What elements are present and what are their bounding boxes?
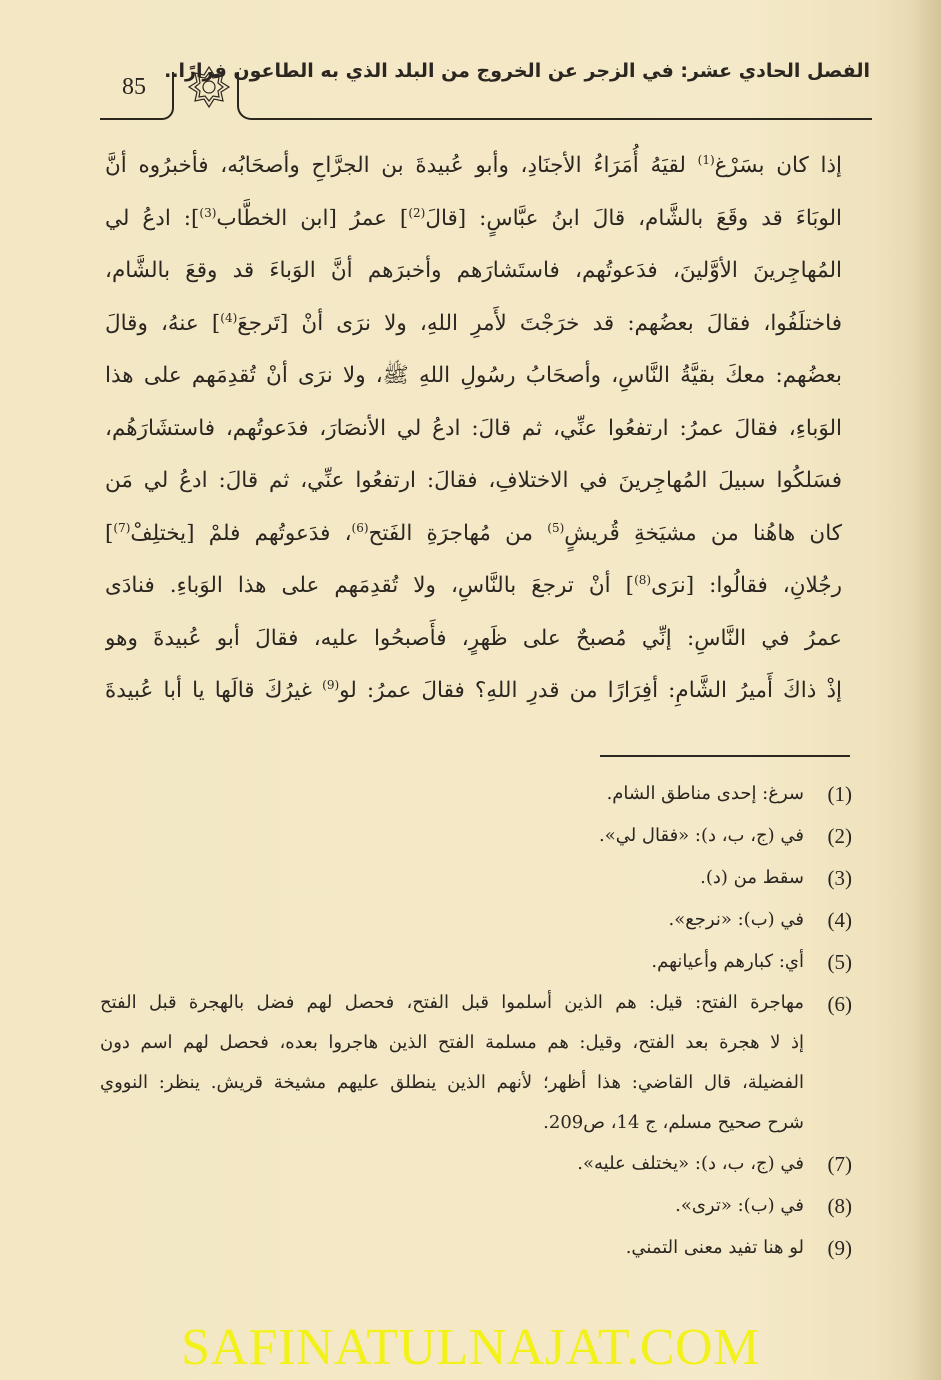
- footnote-line: مهاجرة الفتح: قيل: هم الذين أسلموا قبل الفتح، فحصل لهم فضل بالهجرة قبل الفتح: [100, 992, 804, 1013]
- footnote-reference[interactable]: (8): [634, 573, 652, 587]
- footnote-text: [100, 1185, 812, 1227]
- footnote-item: [100, 857, 852, 899]
- text-run: الوبَاءَ قد وقَعَ بالشَّام، قالَ ابنُ عبَّاسٍ: [قالَ: [425, 205, 842, 231]
- footnote-item: [100, 1227, 852, 1269]
- body-line: [105, 613, 842, 666]
- footnote-line: في (ج، ب، د): «فقال لي».: [598, 825, 804, 846]
- footnotes: [100, 773, 852, 1269]
- footnote-separator: [600, 755, 850, 757]
- text-run: لقيَهُ أُمَرَاءُ الأجنَادِ، وأبو عُبيدةَ بن الجرَّاحِ وأصحَابُه، فأخبرُوه أنَّ: [105, 153, 698, 178]
- footnote-item: [100, 941, 852, 983]
- footnote-number: (7): [827, 1152, 852, 1176]
- footnote-item: [100, 1185, 852, 1227]
- footnote-reference[interactable]: (9): [322, 678, 340, 692]
- footnote-number: (9): [827, 1236, 852, 1260]
- footnote-line: سقط من (د).: [700, 867, 804, 888]
- footnote-line: سرغ: إحدى مناطق الشام.: [606, 783, 804, 804]
- footnote-reference[interactable]: (2): [408, 205, 426, 220]
- text-run: رجُلانِ، فقالُوا: [نرَى: [651, 573, 842, 598]
- text-run: ] عنهُ، وقالَ: [105, 310, 221, 336]
- text-run: إذْ ذاكَ أَميرُ الشَّامِ: أفِرَارًا من قدرِ اللهِ؟ فقالَ عمرُ: لو: [339, 678, 842, 703]
- footnote-item: [100, 983, 852, 1143]
- text-run: فسَلكُوا سبيلَ المُهاجِرينَ في الاختلافِ، فقالَ: ارتفعُوا عنِّي، ثم قالَ: ادعُ لي مَن: [105, 468, 842, 493]
- text-run: إذا كان بسَرْغ: [714, 153, 842, 178]
- running-title-frame: [164, 60, 872, 120]
- body-line: [105, 455, 842, 508]
- footnote-line: في (ب): «نرجع».: [668, 909, 804, 930]
- footnote-reference[interactable]: (3): [199, 205, 217, 220]
- footnote-number: (2): [827, 824, 852, 848]
- text-run: غيرُكَ قالَها يا أبا عُبيدةَ: [105, 678, 323, 703]
- footnote-reference[interactable]: (5): [547, 520, 565, 535]
- text-run: ] أنْ ترجعَ بالنَّاسِ، ولا تُقدِمَهم على هذا الوَباءِ. فنادَى: [105, 573, 635, 598]
- text-run: ]: ادعُ لي: [105, 205, 200, 231]
- page-header: [100, 62, 870, 122]
- text-run: من مُهاجرَةِ الفَتح: [368, 520, 548, 546]
- footnote-reference[interactable]: (4): [220, 310, 238, 325]
- footnote-item: [100, 773, 852, 815]
- footnote-number: (1): [827, 782, 852, 806]
- text-run: الوَباءِ، فقالَ عمرُ: ارتفعُوا عنِّي، ثم قالَ: ادعُ لي الأنصَارَ، فدَعوتُهم، فاستشَارَهُم،: [105, 415, 842, 441]
- text-run: بعضُهم: معكَ بقيَّةُ النَّاسِ، وأصحَابُ رسُولِ اللهِ ﷺ، ولا نرَى أنْ تُقدِمَهم على هذا: [105, 363, 842, 388]
- footnote-line: أي: كبارهم وأعيانهم.: [651, 951, 804, 972]
- footnote-line: لو هنا تفيد معنى التمني.: [625, 1237, 804, 1258]
- main-text: [105, 140, 842, 718]
- footnote-text: [100, 857, 812, 899]
- body-line: [105, 140, 842, 193]
- footnote-number: (4): [827, 908, 852, 932]
- page-number: 85: [122, 74, 146, 100]
- footnote-item: [100, 815, 852, 857]
- footnote-line: الفضيلة، قال القاضي: هذا أظهر؛ لأنهم الذين ينطلق عليهم مشيخة قريش. ينظر: النووي: [100, 1072, 804, 1093]
- footnote-line: شرح صحيح مسلم، ج 14، ص209.: [543, 1112, 804, 1133]
- body-line: [105, 508, 842, 561]
- footnote-item: [100, 1143, 852, 1185]
- footnote-line: في (ج، ب، د): «يختلف عليه».: [577, 1153, 804, 1174]
- body-line: [105, 403, 842, 456]
- footnote-text: [100, 899, 812, 941]
- body-line: [105, 665, 842, 718]
- footnote-text: [100, 815, 812, 857]
- footnote-text: [100, 1143, 812, 1185]
- body-line: [105, 298, 842, 351]
- text-run: ]: [105, 520, 114, 546]
- body-line: [105, 350, 842, 403]
- page-number-frame: [100, 72, 174, 120]
- footnote-line: إذ لا هجرة بعد الفتح، وقيل: هم مسلمة الفتح الذين هاجروا بعده، فحصل لهم اسم دون: [100, 1032, 804, 1053]
- text-run: كان هاهُنا من مشيَخةِ قُريشٍ: [564, 520, 842, 546]
- footnote-reference[interactable]: (1): [697, 153, 715, 167]
- footnote-number: (3): [827, 866, 852, 890]
- page-edge-shadow: [911, 0, 941, 1380]
- text-run: عمرُ في النَّاسِ: إنِّي مُصبحٌ على ظَهرٍ، فأَصبحُوا عليه، فقالَ أبو عُبيدةَ وهو: [105, 625, 842, 651]
- footnote-text: [100, 983, 812, 1143]
- text-run: ] عمرُ [ابن الخطَّاب: [216, 205, 409, 231]
- footnote-text: [100, 773, 812, 815]
- body-line: [105, 560, 842, 613]
- running-title: الفصل الحادي عشر: في الزجر عن الخروج من البلد الذي به الطاعون فرارًا..: [164, 60, 870, 82]
- footnote-reference[interactable]: (7): [113, 520, 131, 535]
- footnote-item: [100, 899, 852, 941]
- watermark: SAFINATULNAJAT.COM: [181, 1319, 760, 1376]
- body-line: [105, 193, 842, 246]
- body-line: [105, 245, 842, 298]
- footnote-number: (8): [827, 1194, 852, 1218]
- text-run: المُهاجِرينَ الأوَّلينَ، فدَعوتُهم، فاستَشارَهم وأخبرَهم أنَّ الوَباءَ قد وقعَ بالشَّام،: [105, 258, 842, 283]
- footnote-text: [100, 1227, 812, 1269]
- footnote-number: (6): [827, 992, 852, 1016]
- footnote-number: (5): [827, 950, 852, 974]
- footnote-line: في (ب): «ترى».: [675, 1195, 804, 1216]
- footnote-reference[interactable]: (6): [351, 520, 369, 535]
- text-run: ، فدَعوتُهم فلمْ [يختلِفْ: [130, 520, 352, 546]
- footnote-text: [100, 941, 812, 983]
- text-run: فاختلَفُوا، فقالَ بعضُهم: قد خرَجْتَ لأَمرِ اللهِ، ولا نرَى أنْ [تَرجعَ: [237, 310, 842, 336]
